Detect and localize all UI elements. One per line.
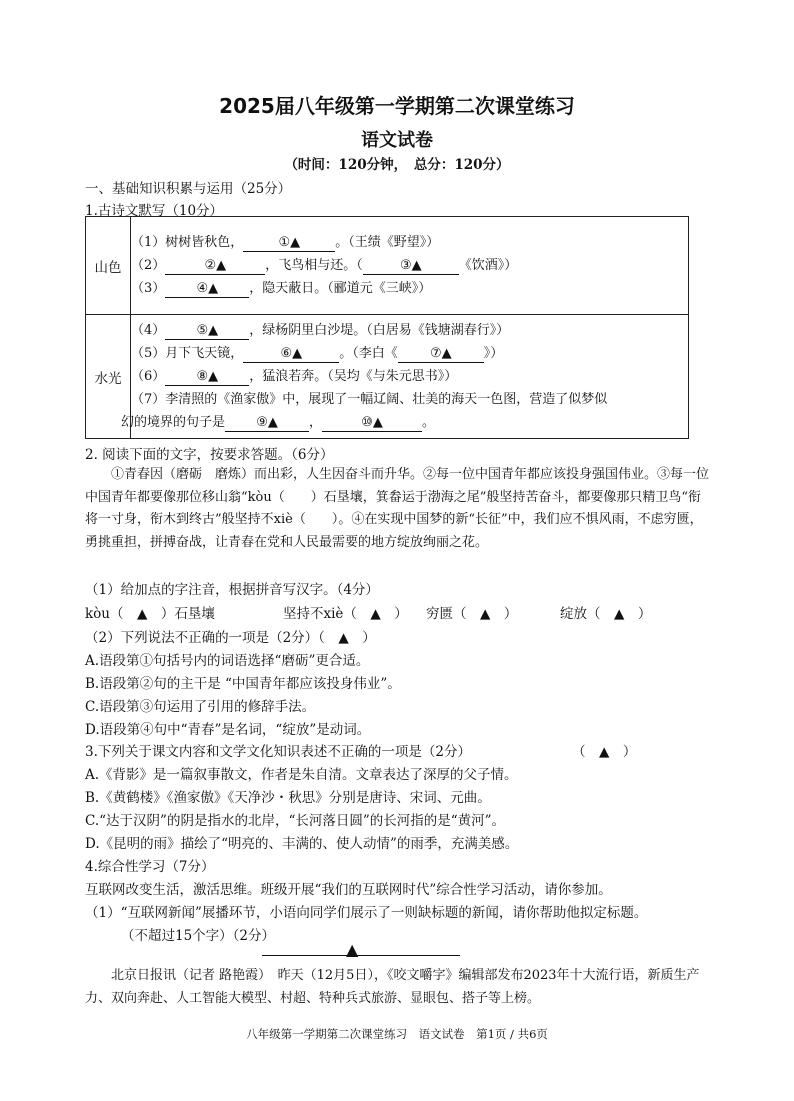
option-d: D.《昆明的雨》描绘了“明亮的、丰满的、使人动情”的雨季，充满美感。: [85, 836, 519, 852]
poem-line: （1）树树皆秋色， ①▲ 。（王绩《野望》）: [131, 235, 440, 250]
question-2-2-heading[interactable]: （2）下列说法不正确的一项是（2分）（ ▲ ）: [85, 630, 376, 646]
section-heading: 一、基础知识积累与运用（25分）: [85, 181, 292, 197]
question-2-1-heading: （1）给加点的字注音，根据拼音写汉字。（4分）: [85, 582, 379, 598]
poem-line: （4） ⑤▲ ，绿杨阴里白沙堤。（白居易《钱塘湖春行》）: [131, 323, 510, 338]
option-b: B.《黄鹤楼》《渔家傲》《天净沙・秋思》分别是唐诗、宋词、元曲。: [85, 790, 491, 806]
pinyin-item[interactable]: 穷匮（ ▲ ）: [426, 606, 518, 622]
question-3-heading: 3.下列关于课文内容和文学文化知识表述不正确的一项是（2分）: [85, 744, 471, 760]
poem-line: （5）月下飞天镜， ⑥▲ 。（李白《 ⑦▲ 》）: [131, 346, 504, 361]
title-answer-line[interactable]: [262, 955, 460, 956]
poem-line: （2） ②▲ ，飞鸟相与还。（ ③▲ 《饮酒》）: [131, 258, 518, 273]
news-text: 北京日报讯（记者 路艳霞） 昨天（12月5日），《咬文嚼字》编辑部发布2023年十大流行语，新质生产力、双向奔赴、人工智能大模型、村超、特种兵式旅游、显眼包、搭子等上榜。: [85, 968, 700, 1006]
group-content-shanse: [131, 217, 689, 315]
question-1-heading: 1.古诗文默写（10分）: [85, 203, 224, 219]
group-label-shanse: 山色: [86, 217, 131, 315]
exam-info: （时间：120分钟， 总分：120分）: [284, 157, 510, 173]
page-footer: 八年级第一学期第二次课堂练习 语文试卷 第1页 / 共6页: [246, 1027, 548, 1041]
poem-line: （7）李清照的《渔家傲》中，展现了一幅辽阔、壮美的海天一色图，营造了似梦似: [131, 392, 608, 407]
group-label-shuiguang: 水光: [86, 315, 131, 439]
option-d: D.语段第④句中“青春”是名词，“绽放”是动词。: [85, 722, 371, 738]
poem-line: （3） ④▲ ，隐天蔽日。（郦道元《三峡》）: [131, 281, 432, 296]
poem-recitation-table: [85, 216, 689, 439]
option-c: C.“达于汉阴”的阴是指水的北岸，“长河落日圆”的长河指的是“黄河”。: [85, 813, 506, 829]
pinyin-item[interactable]: kòu（ ▲ ）石垦壤: [85, 606, 215, 622]
page-title: 2025届八年级第一学期第二次课堂练习: [219, 94, 575, 118]
answer-blank[interactable]: ①▲: [243, 235, 335, 252]
answer-blank[interactable]: ⑧▲: [165, 369, 249, 386]
question-2-heading: 2. 阅读下面的文字，按要求答题。（6分）: [85, 447, 334, 463]
question-4-1: （1）“互联网新闻”展播环节，小语向同学们展示了一则缺标题的新闻，请你帮助他拟定标题。: [85, 905, 648, 921]
answer-marker: ▲: [346, 940, 359, 959]
option-b: B.语段第②句的主干是 “中国青年都应该投身伟业”。: [85, 676, 401, 692]
pinyin-item[interactable]: 坚持不xiè（ ▲ ）: [283, 606, 408, 622]
activity-intro: 互联网改变生活，激活思维。班级开展“我们的互联网时代”综合性学习活动，请你参加。: [85, 882, 612, 898]
question-4-heading: 4.综合性学习（7分）: [85, 859, 215, 875]
reading-passage: ①青春因（磨砺 磨炼）而出彩，人生因奋斗而升华。②每一位中国青年都应该投身强国伟业。③每一位中国青年都要像那位移山翁“kòu（ ）石垦壤，箕畚运于渤海之尾”般坚持苦奋斗，都要像那只精卫鸟“衔将一寸身，衔木到终古”般坚持不xiè（ ）。④在实现中国梦的新“长征”中，我们应不惧风雨，不虑穷匮，勇挑重担，拼搏奋战，让青春在党和人民最需要的地方绽放绚丽之花。: [85, 467, 710, 550]
answer-bracket[interactable]: （ ▲ ）: [572, 744, 637, 760]
word-limit-note: （不超过15个字）（2分）: [121, 928, 276, 944]
answer-blank[interactable]: ⑤▲: [165, 323, 249, 340]
pinyin-item[interactable]: 绽放（ ▲ ）: [560, 606, 652, 622]
answer-blank[interactable]: ②▲: [165, 258, 265, 275]
group-content-shuiguang: [121, 315, 689, 439]
option-a: A.语段第①句括号内的词语选择“磨砺”更合适。: [85, 653, 370, 669]
poem-line: 幻的境界的句子是 ⑨▲ ， ⑩▲ 。: [121, 415, 436, 430]
answer-blank[interactable]: ⑨▲: [225, 415, 309, 432]
poem-line: （6） ⑧▲ ，猛浪若奔。（吴均《与朱元思书》）: [131, 369, 458, 384]
option-a: A.《背影》是一篇叙事散文，作者是朱自清。文章表达了深厚的父子情。: [85, 767, 518, 783]
answer-blank[interactable]: ⑥▲: [243, 346, 339, 363]
page-subtitle: 语文试卷: [361, 130, 433, 151]
answer-blank[interactable]: ⑩▲: [322, 415, 422, 432]
answer-blank[interactable]: ④▲: [165, 281, 249, 298]
answer-blank[interactable]: ⑦▲: [398, 346, 484, 363]
option-c: C.语段第③句运用了引用的修辞手法。: [85, 699, 316, 715]
answer-blank[interactable]: ③▲: [363, 258, 459, 275]
